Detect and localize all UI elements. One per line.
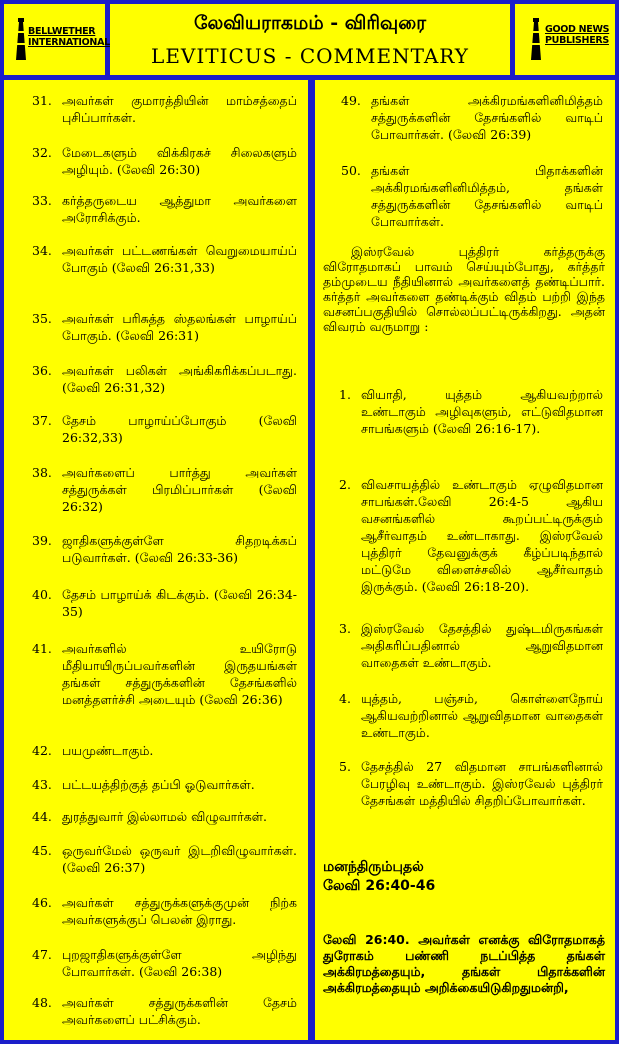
section-heading <box>323 858 605 896</box>
verse-paragraph: லேவி 26:40. அவர்கள் எனக்கு விரோதமாகத் துரோகம் பண்ணி நடப்பித்த தங்கள் அக்கிரமத்தையும், தங்கள் பிதாக்களின் அக்கிரமத்தையும் அறிக்கையிடுகிறதுமன்றி, <box>323 932 605 995</box>
intro-paragraph: இஸ்ரவேல் புத்திரர் கர்த்தருக்கு விரோதமாகப் பாவம் செய்யும்போது, கர்த்தர் தம்முடைய நீதியினால் அவர்களைத் தண்டிப்பார். கர்த்தர் அவர்களை தண்டிக்கும் விதம் பற்றி இந்த வசனப்பகுதியில் சொல்லப்பட்டிருக்கிறது. அதன் விவரம் வருமாறு : <box>323 244 605 334</box>
list-item: 5. தேசத்தில் 27 விதமான சாபங்களினால் பேரழிவு உண்டாகும். இஸ்ரவேல் புத்திரர் தேசங்கள் மத்தியில் சிதறிப்போவார்கள். <box>339 759 603 808</box>
list-item: 31. அவர்கள் குமாரத்தியின் மாம்சத்தைப் புசிப்பார்கள். <box>32 93 297 125</box>
section-heading-title: மனந்திரும்புதல் <box>323 859 424 875</box>
logo-left-line2: INTERNATIONAL <box>28 37 110 48</box>
logo-right-line2: PUBLISHERS <box>545 35 609 46</box>
list-item: 33. கர்த்தருடைய ஆத்துமா அவர்களை அரோசிக்கும். <box>32 193 297 225</box>
list-item: 41. அவர்களில் உயிரோடு மீதியாயிருப்பவர்களின் இருதயங்கள் தங்கள் சத்துருக்களின் தேசங்களில் மனத்தளர்ச்சி அடையும் (லேவி 26:36) <box>32 641 297 707</box>
list-item: 49. தங்கள் அக்கிரமங்களினிமித்தம் சத்துருக்களின் தேசங்களில் வாடிப் போவார்கள். (லேவி 26:39) <box>341 93 603 142</box>
list-item: 50. தங்கள் பிதாக்களின் அக்கிரமங்களினிமித்தம், தங்கள் சத்துருக்களின் தேசங்களில் வாடிப் போவார்கள். <box>341 163 603 229</box>
lighthouse-icon <box>14 18 28 62</box>
list-item: 37. தேசம் பாழாய்ப்போகும் (லேவி 26:32,33) <box>32 413 297 445</box>
bellwether-logo <box>4 4 110 75</box>
list-item: 36. அவர்கள் பலிகள் அங்கிகரிக்கப்படாது. (லேவி 26:31,32) <box>32 363 297 395</box>
logo-right-line1: GOOD NEWS <box>545 24 610 35</box>
list-item: 46. அவர்கள் சத்துருக்களுக்குமுன் நிற்க அவர்களுக்குப் பெலன் இராது. <box>32 895 297 927</box>
list-item: 48. அவர்கள் சத்துருக்களின் தேசம் அவர்களைப் பட்சிக்கும். <box>32 995 297 1027</box>
list-item: 43. பட்டயத்திற்குத் தப்பி ஓடுவார்கள். <box>32 777 255 792</box>
list-item: 40. தேசம் பாழாய்க் கிடக்கும். (லேவி 26:34-35) <box>32 587 297 619</box>
list-item: 38. அவர்களைப் பார்த்து அவர்கள் சத்துருக்கள் பிரமிப்பார்கள் (லேவி 26:32) <box>32 465 297 514</box>
good-news-logo <box>515 4 615 75</box>
list-item: 3. இஸ்ரவேல் தேசத்தில் துஷ்டமிருகங்கள் அதிகரிப்பதினால் ஆறுவிதமான வாதைகள் உண்டாகும். <box>339 621 603 670</box>
list-item: 32. மேடைகளும் விக்கிரகச் சிலைகளும் அழியும். (லேவி 26:30) <box>32 145 297 177</box>
lighthouse-icon <box>529 18 543 62</box>
list-item: 39. ஜாதிகளுக்குள்ளே சிதறடிக்கப் படுவார்கள். (லேவி 26:33-36) <box>32 533 297 565</box>
logo-left-line1: BELLWETHER <box>28 26 96 37</box>
list-item: 1. வியாதி, யுத்தம் ஆகியவற்றால் உண்டாகும் அழிவுகளும், எட்டுவிதமான சாபங்களும் (லேவி 26:16-17). <box>339 387 603 436</box>
list-item: 2. விவசாயத்தில் உண்டாகும் ஏழுவிதமான சாபங்கள்.லேவி 26:4-5 ஆகிய வசனங்களில் கூறப்பட்டிருக்கும் ஆசீர்வாதம் உண்டாகாது. இஸ்ரவேல் புத்திரர் தேவனுக்குக் கீழ்ப்படிந்தால் மட்டுமே விளைச்சலில் ஆசீர்வாதம் இருக்கும். (லேவி 26:18-20). <box>339 477 603 594</box>
right-column <box>315 80 615 1040</box>
page-title-tamil: லேவியராகமம் - விரிவுரை <box>193 12 427 34</box>
list-item: 47. புறஜாதிகளுக்குள்ளே அழிந்து போவார்கள். (லேவி 26:38) <box>32 947 297 979</box>
list-item: 42. பயமுண்டாகும். <box>32 743 154 758</box>
title-box <box>110 4 510 75</box>
section-heading-ref: லேவி 26:40-46 <box>323 878 436 894</box>
page-title-english: LEVITICUS - COMMENTARY <box>151 44 469 68</box>
left-column <box>4 80 308 1040</box>
list-item: 34. அவர்கள் பட்டணங்கள் வெறுமையாய்ப் போகும் (லேவி 26:31,33) <box>32 243 297 275</box>
list-item: 4. யுத்தம், பஞ்சம், கொள்ளைநோய் ஆகியவற்றினால் ஆறுவிதமான வாதைகள் உண்டாகும். <box>339 691 603 740</box>
list-item: 35. அவர்கள் பரிசுத்த ஸ்தலங்கள் பாழாய்ப் போகும். (லேவி 26:31) <box>32 311 297 343</box>
list-item: 45. ஒருவர்மேல் ஒருவர் இடறிவிழுவார்கள். (லேவி 26:37) <box>32 843 297 875</box>
list-item: 44. துரத்துவார் இல்லாமல் விழுவார்கள். <box>32 809 267 824</box>
